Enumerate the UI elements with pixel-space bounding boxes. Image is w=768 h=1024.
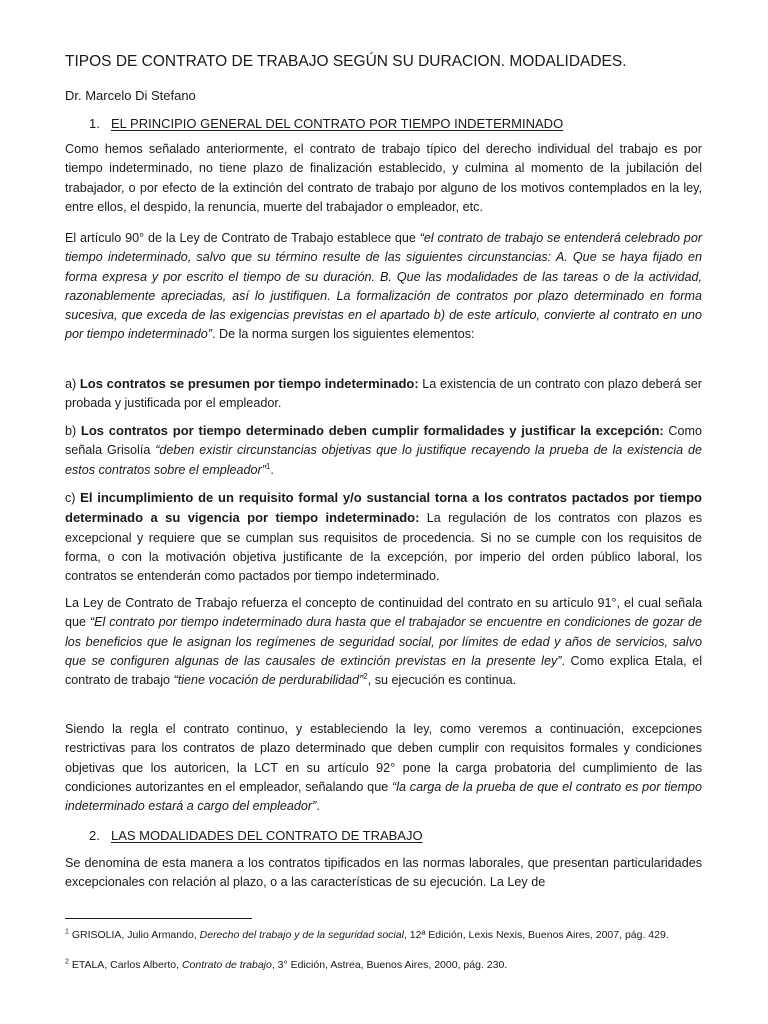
- footnote-ref-1[interactable]: 1: [265, 461, 271, 471]
- paragraph-text: . Como explica Etala, el contrato de trabajo: [65, 653, 703, 688]
- item-text: La regulación de los contratos con plazos es excepcional y requiere que se cumplan sus requisitos de procedencia. Si no se cumple con los requisitos de forma, o con la motivación objetiva justificante de la excepción, por imperio del orden público laboral, los contratos se entenderán como pactados por tiempo indeterminado.: [65, 511, 702, 584]
- item-label: b): [65, 424, 81, 438]
- item-label: a): [65, 377, 80, 391]
- footnote-mark: 1: [65, 928, 69, 936]
- paragraph-article-91: [65, 594, 702, 690]
- legal-quote: “El contrato por tiempo indeterminado dura hasta que el trabajador se encuentre en condiciones de gozar de los beneficios que le asignan los regímenes de seguridad social, por límites de edad y años de servicios, salvo que se configuren algunas de las causales de extinción previstas en la presente ley”: [65, 615, 702, 668]
- document-title: TIPOS DE CONTRATO DE TRABAJO SEGÚN SU DURACION. MODALIDADES.: [65, 53, 627, 70]
- section-heading-1: [89, 114, 563, 133]
- footnote-2: [65, 958, 702, 973]
- legal-quote: “tiene vocación de perdurabilidad”: [173, 673, 364, 688]
- paragraph-article-90: [65, 229, 702, 345]
- item-text: Como señala Grisolía: [65, 424, 702, 458]
- item-label: c): [65, 491, 81, 505]
- legal-quote: “el contrato de trabajo se entenderá celebrado por tiempo indeterminado, salvo que su término resulte de las siguientes circunstancias: A. Que se haya fijado en forma expresa y por escrito el tiempo de su duración. B. Que las modalidades de las tareas o de la actividad, razonablemente apreciadas, así lo justifiquen. La formalización de contratos por plazo determinado en forma sucesiva, que exceda de las exigencias previstas en el apartado b) de este artículo, convierte al contrato en uno por tiempo indeterminado”: [65, 231, 703, 342]
- item-heading: El incumplimiento de un requisito formal y/o sustancial torna a los contratos pactados por tiempo determinado a su vigencia por tiempo indeterminado:: [65, 490, 702, 526]
- paragraph-text: . De la norma surgen los siguientes elementos:: [212, 327, 475, 342]
- footnote-ref-2[interactable]: 2: [363, 672, 368, 681]
- footnote-text: , 12ª Edición, Lexis Nexis, Buenos Aires, 2007, pág. 429.: [403, 929, 669, 941]
- list-item-b: [65, 421, 702, 480]
- item-text: La existencia de un contrato con plazo deberá ser probada y justificada por el empleador.: [65, 377, 702, 411]
- section-heading-2: [89, 826, 423, 845]
- section-title: LAS MODALIDADES DEL CONTRATO DE TRABAJO: [111, 828, 423, 843]
- footnote-mark: 2: [65, 958, 69, 966]
- item-heading: Los contratos por tiempo determinado deben cumplir formalidades y justificar la excepción:: [80, 423, 664, 438]
- document-author: Dr. Marcelo Di Stefano: [65, 88, 196, 103]
- legal-quote: “deben existir circunstancias objetivas que lo justifique recayendo la prueba de la existencia de estos contratos sobre el empleador”: [65, 443, 702, 477]
- footnote-divider: [65, 918, 252, 919]
- list-item-c: [65, 488, 702, 586]
- footnote-1: [65, 928, 702, 943]
- section-title: EL PRINCIPIO GENERAL DEL CONTRATO POR TIEMPO INDETERMINADO: [111, 116, 564, 131]
- paragraph-text: El artículo 90° de la Ley de Contrato de Trabajo establece que: [65, 231, 420, 245]
- footnote-work-title: Derecho del trabajo y de la seguridad social: [199, 929, 404, 941]
- section-number: 1.: [89, 116, 100, 131]
- paragraph-text: .: [316, 799, 320, 814]
- paragraph-intro: Como hemos señalado anteriormente, el contrato de trabajo típico del derecho individual del trabajo es por tiempo indeterminado, no tiene plazo de finalización establecido, y culmina al momento de la jubilación del trabajador, o por efecto de la extinción del contrato de trabajo por alguno de los motivos contemplados en la ley, entre ellos, el despido, la renuncia, muerte del trabajador o empleador, etc.: [65, 142, 702, 214]
- paragraph-article-92: [65, 720, 702, 816]
- list-item-a: [65, 374, 702, 414]
- footnote-text: GRISOLIA, Julio Armando,: [68, 929, 200, 941]
- paragraph-text: Siendo la regla el contrato continuo, y estableciendo la ley, como veremos a continuación, excepciones restrictivas para los contratos de plazo determinado que deben cumplir con requisitos formales y condiciones objetivas que los autoricen, la LCT en su artículo 92° pone la carga probatoria del cumplimiento de las condiciones autorizantes en el empleador, señalando que: [65, 722, 702, 794]
- footnote-work-title: Contrato de trabajo: [181, 959, 272, 971]
- footnote-text: ETALA, Carlos Alberto,: [68, 959, 182, 971]
- paragraph-text: La Ley de Contrato de Trabajo refuerza el concepto de continuidad del contrato en su artículo 91°, el cual señala que: [65, 596, 702, 630]
- legal-quote: “la carga de la prueba de que el contrato es por tiempo indeterminado estará a cargo del empleador”: [65, 779, 702, 814]
- item-heading: Los contratos se presumen por tiempo indeterminado:: [79, 376, 419, 391]
- item-text: .: [270, 462, 274, 477]
- footnote-text: , 3° Edición, Astrea, Buenos Aires, 2000, pág. 230.: [271, 959, 508, 971]
- paragraph-text: , su ejecución es continua.: [367, 673, 517, 688]
- paragraph-modalidades: Se denomina de esta manera a los contratos tipificados en las normas laborales, que presentan particularidades excepcionales con relación al plazo, o a las características de su ejecución. La Ley de: [65, 856, 702, 890]
- section-number: 2.: [89, 828, 100, 843]
